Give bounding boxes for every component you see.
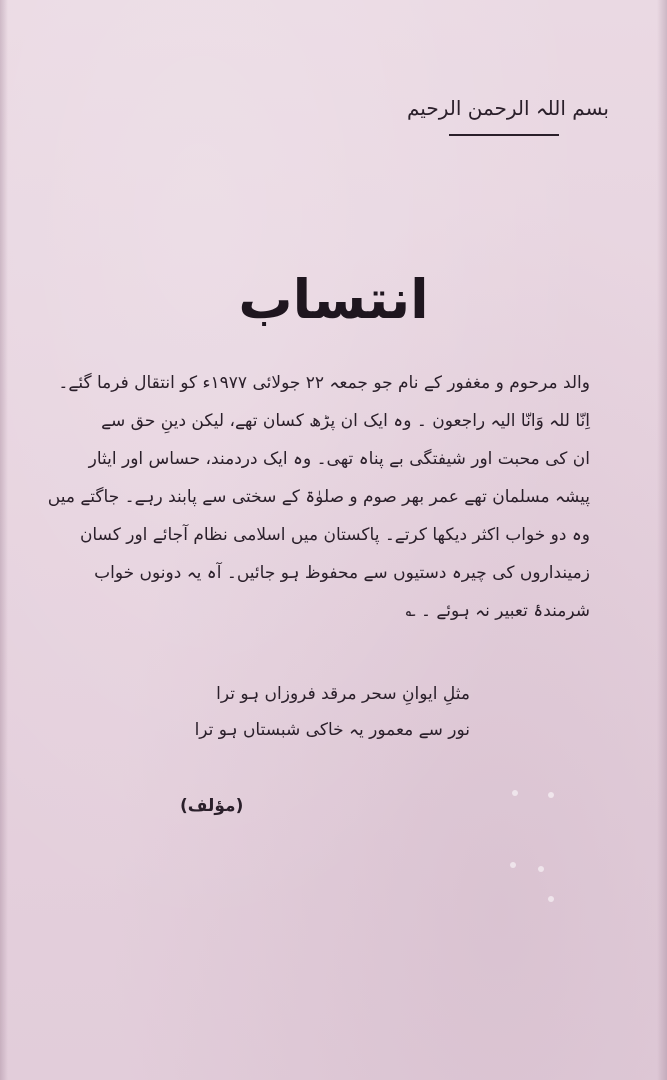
page-title: انتساب: [238, 268, 429, 331]
paragraph-line: زمینداروں کی چیرہ دستیوں سے محفوظ ہو جائیں۔ آہ یہ دونوں خواب: [94, 563, 590, 583]
bismillah-underline: [449, 134, 559, 136]
bismillah-heading: بسم اللہ الرحمن الرحیم: [406, 96, 609, 120]
paragraph-line: والد مرحوم و مغفور کے نام جو جمعہ ۲۲ جولائی ۱۹۷۷ء کو انتقال فرما گئے۔: [58, 373, 590, 393]
paper-speck: [548, 896, 554, 902]
paper-speck: [512, 790, 518, 796]
verse-line: مثلِ ایوانِ سحر مرقد فروزاں ہو ترا: [216, 684, 470, 704]
paragraph-line: شرمندۂ تعبیر نہ ہوئے ۔ ؎: [405, 601, 590, 621]
dedication-paragraph: [47, 364, 590, 630]
verse-line: نور سے معمور یہ خاکی شبستاں ہو ترا: [194, 720, 470, 740]
paragraph-line: وہ دو خواب اکثر دیکھا کرتے۔ پاکستان میں اسلامی نظام آجائے اور کسان: [79, 525, 590, 545]
paper-speck: [538, 866, 544, 872]
paragraph-line: ان کی محبت اور شیفتگی بے پناہ تھی۔ وہ ایک دردمند، حساس اور ایثار: [88, 449, 590, 469]
page-edge-right: [657, 0, 667, 1080]
author-signature: (مؤلف): [180, 796, 244, 816]
poetry-verse: [170, 676, 470, 748]
paragraph-line: پیشہ مسلمان تھے عمر بھر صوم و صلوٰۃ کے سختی سے پابند رہے۔ جاگتے میں: [47, 487, 590, 507]
paragraph-line: اِنّا للہ وَانّا الیہ راجعون ۔ وہ ایک ان پڑھ کسان تھے، لیکن دینِ حق سے: [101, 411, 590, 431]
paper-speck: [548, 792, 554, 798]
page-edge-left: [0, 0, 8, 1080]
paper-speck: [510, 862, 516, 868]
